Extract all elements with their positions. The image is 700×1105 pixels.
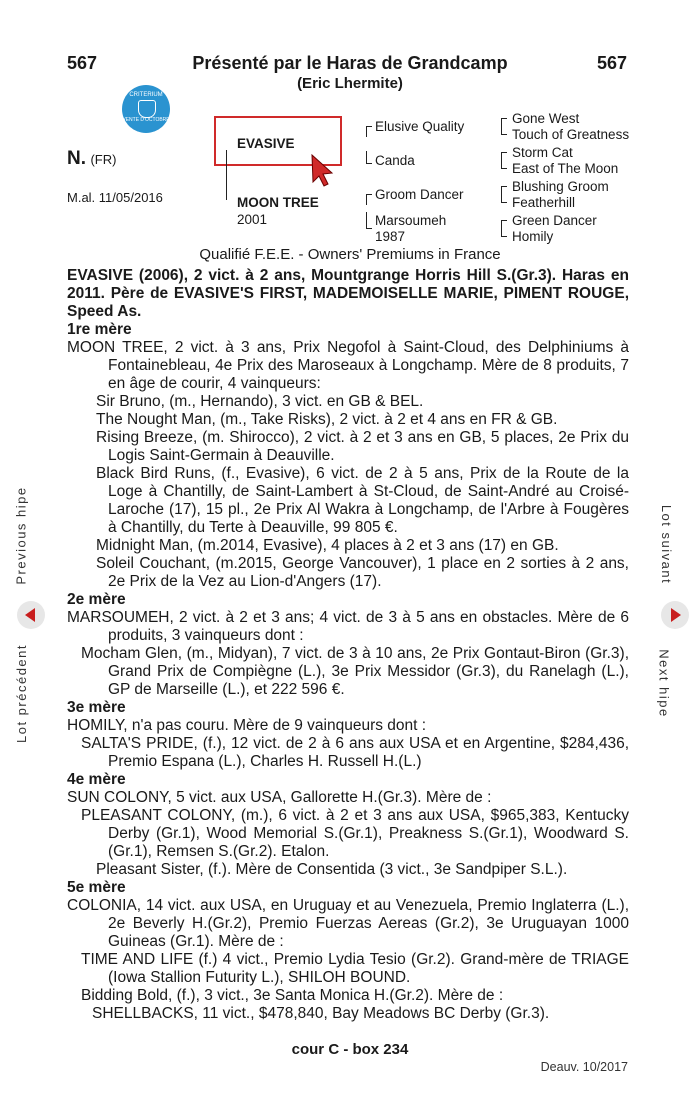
fourth-dam-heading: 4e mère [67, 771, 126, 788]
dam-dam: Marsoumeh [375, 213, 447, 228]
pedigree-line [226, 150, 228, 200]
consignor-name: (Eric Lhermite) [297, 75, 403, 92]
sire-name[interactable]: EVASIVE [237, 136, 295, 151]
fifth-dam-heading: 5e mère [67, 879, 126, 896]
previous-arrow-icon [17, 601, 45, 629]
fourth-dam-produce-1: PLEASANT COLONY, (m.), 6 vict. à 2 et 3 ans aux USA, $965,383, Kentucky Derby (Gr.1), Wood Memorial S.(Gr.1), Preakness S.(Gr.1), Woodward S.(Gr.1), Remsen S.(Gr.2). Etalon. [81, 807, 629, 860]
bracket [501, 118, 507, 135]
second-dam-text: MARSOUMEH, 2 vict. à 2 et 3 ans; 4 vict. de 3 à 5 ans en obstacles. Mère de 6 produits, 3 vainqueurs dont : [67, 609, 629, 644]
third-dam-heading: 3e mère [67, 699, 126, 716]
logo-line2: VENTE D'OCTOBRE [122, 117, 170, 123]
previous-hipe-link[interactable] [8, 478, 48, 598]
second-dam-heading: 2e mère [67, 591, 126, 608]
bracket [366, 151, 372, 164]
dam-dam-year: 1987 [375, 229, 406, 244]
logo-line1: CRITERIUM [129, 92, 163, 98]
produce-4: Black Bird Runs, (f., Evasive), 6 vict. de 2 à 5 ans, Prix de la Route de la Loge à Chantilly, de Saint-Lambert à St-Cloud, de Saint-André au Croisé-Laroche (17), 15 pl., 2e Prix Al Wakra à Longchamp, de l'Arbre à Fougères à Chantilly, du Terte à Deauville, 99 805 €. [96, 465, 629, 536]
produce-2: The Nought Man, (m., Take Risks), 2 vict. à 2 et 4 ans en FR & GB. [96, 411, 558, 428]
gen3-3: Storm Cat [512, 145, 573, 160]
horse-country: (FR) [90, 152, 117, 167]
fifth-dam-produce-1: TIME AND LIFE (f.) 4 vict., Premio Lydia Tesio (Gr.2). Grand-mère de TRIAGE (Iowa Stallion Futurity L.), SHILOH BOUND. [81, 951, 629, 986]
gen3-7: Green Dancer [512, 213, 597, 228]
horse-head-icon [138, 100, 156, 118]
bracket [501, 186, 507, 203]
bracket [366, 194, 372, 205]
gen3-6: Featherhill [512, 195, 576, 210]
lot-suivant-label: Lot suivant [659, 504, 675, 585]
produce-3: Rising Breeze, (m. Shirocco), 2 vict. à 2 et 3 ans en GB, 5 places, 2e Prix du Logis Saint-Germain à Deauville. [96, 429, 629, 464]
criterium-logo [122, 85, 170, 133]
fourth-dam-text: SUN COLONY, 5 vict. aux USA, Gallorette H.(Gr.3). Mère de : [67, 789, 492, 806]
third-dam-produce: SALTA'S PRIDE, (f.), 12 vict. de 2 à 6 ans aux USA et en Argentine, $284,436, Premio Espana (L.), Charles H. Russell H.(L.) [81, 735, 629, 770]
dam-year: 2001 [237, 212, 268, 227]
sale-reference: Deauv. 10/2017 [540, 1060, 628, 1074]
horse-name-text: N. [67, 148, 86, 169]
qualification-line: Qualifié F.E.E. - Owners' Premiums in France [199, 246, 501, 263]
produce-5: Midnight Man, (m.2014, Evasive), 4 places à 2 et 3 ans (17) en GB. [96, 537, 559, 554]
box-location: cour C - box 234 [291, 1041, 409, 1058]
pointer-cursor-icon [310, 153, 336, 192]
gen3-5: Blushing Groom [512, 179, 609, 194]
horse-name [67, 148, 116, 170]
gen3-4: East of The Moon [512, 161, 619, 176]
birth-info: M.al. 11/05/2016 [67, 190, 163, 205]
next-arrow-icon [661, 601, 689, 629]
produce-6: Soleil Couchant, (m.2015, George Vancouver), 1 place en 2 sorties à 2 ans, 2e Prix de la Vez au Lion-d'Angers (17). [96, 555, 629, 590]
sire-paragraph: EVASIVE (2006), 2 vict. à 2 ans, Mountgrange Horris Hill S.(Gr.3). Haras en 2011. Père de EVASIVE'S FIRST, MADEMOISELLE MARIE, PIMENT ROUGE, Speed As. [67, 267, 629, 320]
bracket [366, 212, 372, 229]
lot-precedent-label: Lot précédent [14, 643, 30, 744]
bracket [501, 220, 507, 237]
pedigree-notes [67, 267, 629, 1023]
fourth-dam-produce-2: Pleasant Sister, (f.). Mère de Consentida (3 vict., 3e Sandpiper S.L.). [96, 861, 568, 878]
first-dam-heading: 1re mère [67, 321, 132, 338]
lot-number-right: 567 [597, 53, 628, 73]
dam-sire: Groom Dancer [375, 187, 464, 202]
previous-hipe-label: Previous hipe [13, 486, 29, 585]
next-hipe-link[interactable] [652, 638, 692, 748]
bracket [366, 126, 372, 137]
consignor-title: Présenté par le Haras de Grandcamp [192, 53, 508, 73]
sire-dam: Canda [375, 153, 415, 168]
previous-lot-button[interactable] [17, 601, 45, 629]
gen3-2: Touch of Greatness [512, 127, 630, 142]
dam-name: MOON TREE [237, 195, 319, 210]
fifth-dam-text: COLONIA, 14 vict. aux USA, en Uruguay et au Venezuela, Premio Inglaterra (L.), 2e Beverly H.(Gr.2), Premio Fuerzas Aereas (Gr.2), 3e Uruguayan 1000 Guineas (Gr.1). Mère de : [67, 897, 629, 950]
lot-number-left: 567 [67, 53, 98, 73]
produce-1: Sir Bruno, (m., Hernando), 3 vict. en GB & BEL. [96, 393, 424, 410]
second-dam-produce: Mocham Glen, (m., Midyan), 7 vict. de 3 à 10 ans, 2e Prix Gontaut-Biron (Gr.3), Grand Prix de Compiègne (L.), 3e Prix Messidor (Gr.3), du Ranelagh (L.), GP de Marseille (L.), et 222 596 €. [81, 645, 629, 698]
fifth-dam-produce-2: Bidding Bold, (f.), 3 vict., 3e Santa Monica H.(Gr.2). Mère de : [81, 987, 504, 1004]
gen3-1: Gone West [512, 111, 580, 126]
lot-precedent-link[interactable] [8, 636, 48, 756]
sire-sire: Elusive Quality [375, 119, 465, 134]
first-dam-text: MOON TREE, 2 vict. à 3 ans, Prix Negofol à Saint-Cloud, des Delphiniums à Fontainebleau, 4e Prix des Maroseaux à Longchamp. Mère de 8 produits, 7 en âge de courir, 4 vainqueurs: [67, 339, 629, 392]
next-hipe-label: Next hipe [656, 649, 672, 718]
third-dam-text: HOMILY, n'a pas couru. Mère de 9 vainqueurs dont : [67, 717, 427, 734]
fifth-dam-grand-produce: SHELLBACKS, 11 vict., $478,840, Bay Meadows BC Derby (Gr.3). [92, 1005, 550, 1022]
bracket [501, 152, 507, 169]
lot-suivant-link[interactable] [652, 492, 692, 602]
next-lot-button[interactable] [661, 601, 689, 629]
gen3-8: Homily [512, 229, 554, 244]
